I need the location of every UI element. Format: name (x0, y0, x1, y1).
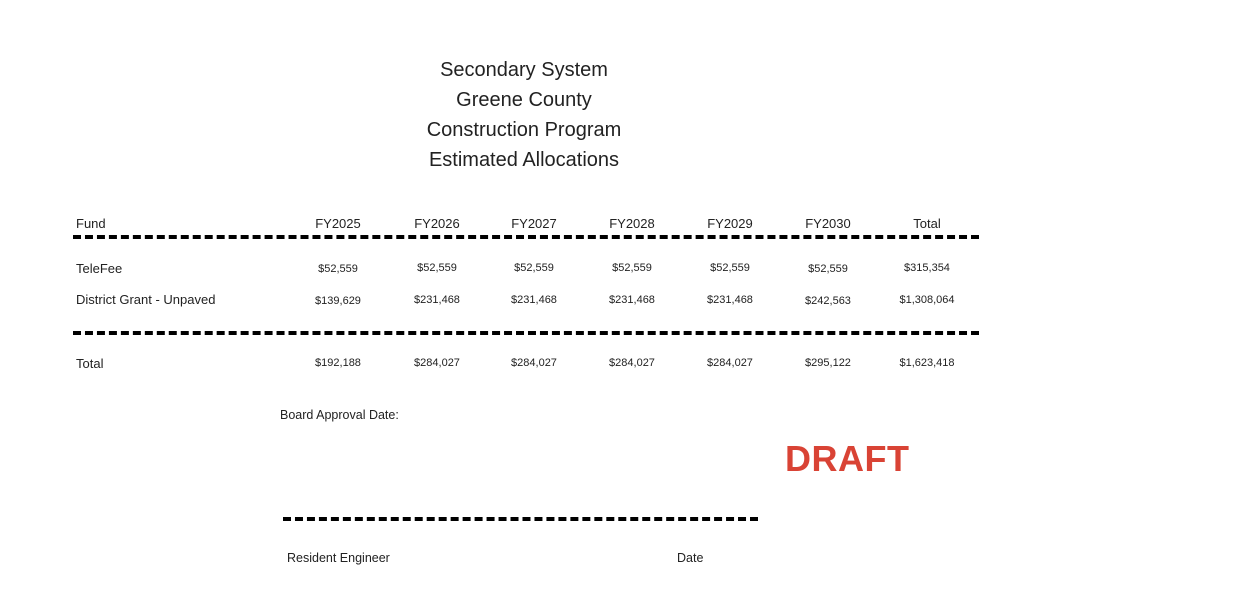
column-header-fy2029: FY2029 (707, 216, 753, 231)
total-cell: $1,623,418 (899, 357, 955, 369)
title-line-2: Greene County (456, 89, 592, 111)
total-cell: $284,027 (609, 357, 655, 369)
resident-engineer-label: Resident Engineer (287, 551, 390, 565)
total-label: Total (76, 356, 104, 371)
column-header-fy2027: FY2027 (511, 216, 557, 231)
title-line-3: Construction Program (426, 119, 622, 141)
title-line-1: Secondary System (440, 59, 608, 81)
column-header-total: Total (913, 216, 941, 231)
document-title (384, 55, 664, 175)
title-line-4: Estimated Allocations (428, 149, 620, 171)
draft-stamp: DRAFT (785, 438, 910, 479)
amount-cell: $139,629 (315, 295, 361, 307)
amount-cell: $52,559 (808, 263, 848, 275)
column-header-fy2026: FY2026 (414, 216, 460, 231)
fund-column-header: Fund (76, 216, 106, 231)
fund-name: TeleFee (76, 261, 123, 276)
amount-cell: $1,308,064 (899, 294, 955, 306)
signature-line (283, 517, 758, 521)
column-header-fy2025: FY2025 (315, 216, 361, 231)
total-cell: $284,027 (511, 357, 557, 369)
column-header-fy2028: FY2028 (609, 216, 655, 231)
amount-cell: $231,468 (414, 294, 460, 306)
header-divider (73, 235, 979, 239)
amount-cell: $231,468 (511, 294, 557, 306)
amount-cell: $315,354 (904, 262, 950, 274)
amount-cell: $231,468 (609, 294, 655, 306)
total-cell: $192,188 (315, 357, 361, 369)
column-header-fy2030: FY2030 (805, 216, 851, 231)
total-divider (73, 331, 979, 335)
date-label: Date (677, 551, 704, 565)
amount-cell: $52,559 (710, 262, 750, 274)
fund-name: District Grant - Unpaved (76, 292, 216, 307)
amount-cell: $52,559 (417, 262, 457, 274)
amount-cell: $242,563 (805, 295, 851, 307)
board-approval-label: Board Approval Date: (280, 408, 399, 422)
amount-cell: $52,559 (514, 262, 554, 274)
total-cell: $295,122 (805, 357, 851, 369)
amount-cell: $231,468 (707, 294, 753, 306)
total-cell: $284,027 (414, 357, 460, 369)
amount-cell: $52,559 (612, 262, 652, 274)
amount-cell: $52,559 (318, 263, 358, 275)
total-cell: $284,027 (707, 357, 753, 369)
